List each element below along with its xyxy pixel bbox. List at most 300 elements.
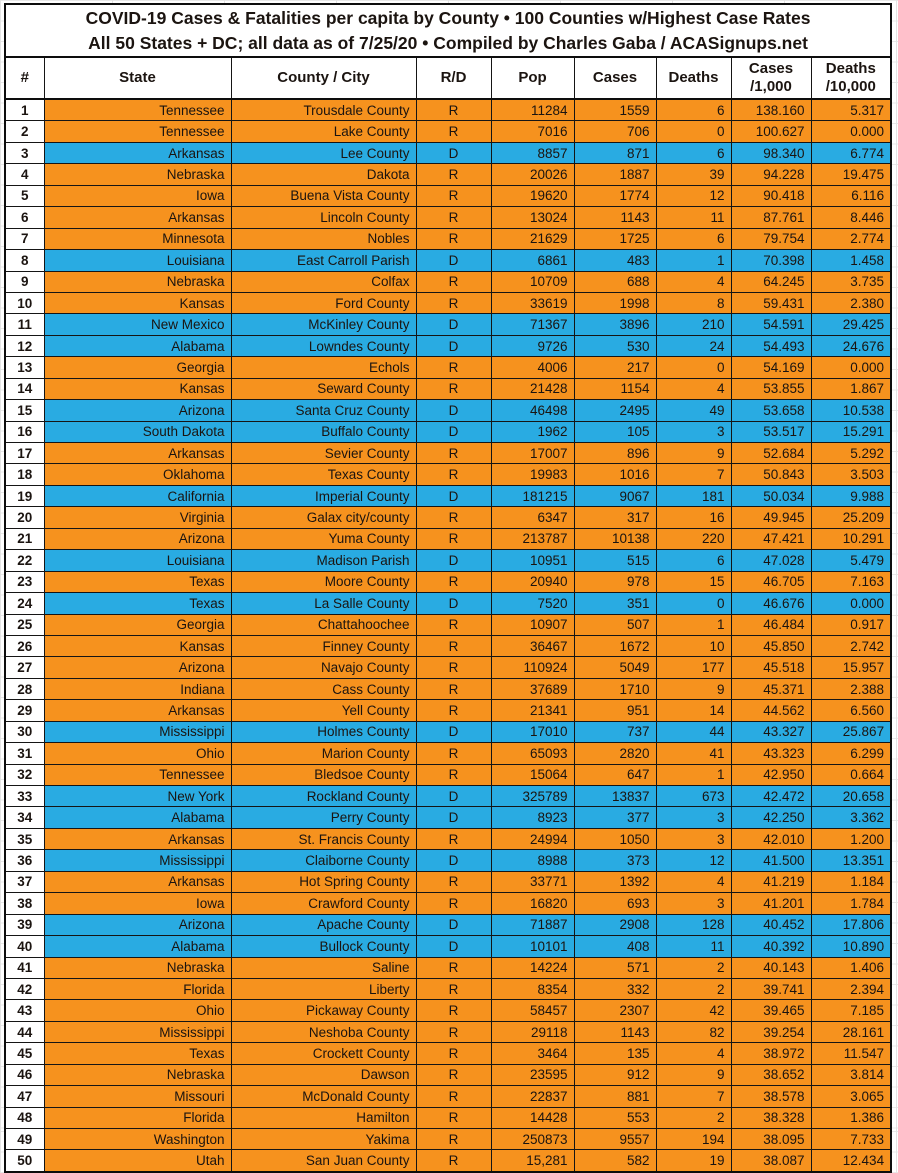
table-row	[5, 635, 891, 656]
cell-pop: 29118	[491, 1021, 574, 1042]
cell-cases-per-1000: 49.945	[731, 507, 811, 528]
cell-county: La Salle County	[231, 593, 416, 614]
table-row	[5, 914, 891, 935]
cell-county: Yuma County	[231, 528, 416, 549]
cell-deaths: 14	[656, 700, 731, 721]
cell-state: Tennessee	[44, 99, 231, 121]
cell-deaths: 1	[656, 614, 731, 635]
cell-state: Oklahoma	[44, 464, 231, 485]
cell-cases-per-1000: 38.652	[731, 1064, 811, 1085]
table-row	[5, 335, 891, 356]
cell-deaths: 9	[656, 443, 731, 464]
col-header-county: County / City	[231, 57, 416, 99]
cell-county: Lowndes County	[231, 335, 416, 356]
table-row	[5, 142, 891, 163]
cell-deaths-per-10000: 3.362	[811, 807, 891, 828]
table-row	[5, 721, 891, 742]
cell-rank: 20	[5, 507, 44, 528]
cell-party: D	[416, 550, 491, 571]
cell-pop: 6347	[491, 507, 574, 528]
cell-rank: 44	[5, 1021, 44, 1042]
cell-deaths: 210	[656, 314, 731, 335]
cell-deaths-per-10000: 1.458	[811, 250, 891, 271]
cell-county: Hamilton	[231, 1107, 416, 1128]
cell-party: R	[416, 378, 491, 399]
cell-pop: 3464	[491, 1043, 574, 1064]
cell-party: R	[416, 700, 491, 721]
cell-state: Iowa	[44, 893, 231, 914]
cell-deaths: 8	[656, 292, 731, 313]
cell-cases: 351	[574, 593, 656, 614]
cell-county: Galax city/county	[231, 507, 416, 528]
cell-party: R	[416, 207, 491, 228]
cell-deaths: 9	[656, 678, 731, 699]
cell-deaths: 1	[656, 764, 731, 785]
cell-party: R	[416, 635, 491, 656]
cell-county: Marion County	[231, 743, 416, 764]
cell-deaths-per-10000: 12.434	[811, 1150, 891, 1172]
cell-cases: 332	[574, 978, 656, 999]
cell-state: Mississippi	[44, 1021, 231, 1042]
cell-deaths-per-10000: 25.209	[811, 507, 891, 528]
col-header-pop: Pop	[491, 57, 574, 99]
table-row	[5, 185, 891, 206]
table-row	[5, 99, 891, 121]
cell-state: Nebraska	[44, 271, 231, 292]
cell-deaths-per-10000: 6.774	[811, 142, 891, 163]
cell-cases: 1154	[574, 378, 656, 399]
cell-pop: 10907	[491, 614, 574, 635]
cell-party: R	[416, 185, 491, 206]
table-row	[5, 528, 891, 549]
cell-deaths-per-10000: 13.351	[811, 850, 891, 871]
cell-cases-per-1000: 41.201	[731, 893, 811, 914]
table-row	[5, 657, 891, 678]
cell-rank: 1	[5, 99, 44, 121]
cell-party: R	[416, 121, 491, 142]
cell-county: Apache County	[231, 914, 416, 935]
cell-rank: 50	[5, 1150, 44, 1172]
cell-rank: 13	[5, 357, 44, 378]
cell-deaths: 128	[656, 914, 731, 935]
cell-state: Mississippi	[44, 850, 231, 871]
cell-county: Yell County	[231, 700, 416, 721]
cell-deaths: 6	[656, 142, 731, 163]
table-row	[5, 850, 891, 871]
cell-cases: 978	[574, 571, 656, 592]
cell-rank: 4	[5, 164, 44, 185]
cell-party: R	[416, 464, 491, 485]
cell-state: Ohio	[44, 743, 231, 764]
cell-county: Hot Spring County	[231, 871, 416, 892]
cell-deaths-per-10000: 2.388	[811, 678, 891, 699]
cell-cases: 9557	[574, 1129, 656, 1150]
cell-party: R	[416, 614, 491, 635]
cell-party: R	[416, 828, 491, 849]
cell-cases-per-1000: 46.484	[731, 614, 811, 635]
cell-deaths: 673	[656, 786, 731, 807]
cell-state: Arkansas	[44, 828, 231, 849]
cell-party: D	[416, 250, 491, 271]
table-row	[5, 400, 891, 421]
cell-cases: 2908	[574, 914, 656, 935]
cell-rank: 21	[5, 528, 44, 549]
cell-cases-per-1000: 38.972	[731, 1043, 811, 1064]
cell-county: Bullock County	[231, 936, 416, 957]
cell-deaths-per-10000: 19.475	[811, 164, 891, 185]
cell-deaths: 11	[656, 207, 731, 228]
cell-cases-per-1000: 54.591	[731, 314, 811, 335]
table-row	[5, 936, 891, 957]
cell-county: Buena Vista County	[231, 185, 416, 206]
cell-pop: 21341	[491, 700, 574, 721]
cell-party: R	[416, 957, 491, 978]
cell-pop: 71367	[491, 314, 574, 335]
table-row	[5, 464, 891, 485]
cell-deaths-per-10000: 11.547	[811, 1043, 891, 1064]
cell-party: R	[416, 271, 491, 292]
cell-deaths-per-10000: 0.000	[811, 357, 891, 378]
cell-pop: 58457	[491, 1000, 574, 1021]
cell-state: Arkansas	[44, 207, 231, 228]
cell-county: Dakota	[231, 164, 416, 185]
cell-state: South Dakota	[44, 421, 231, 442]
cell-cases: 1143	[574, 1021, 656, 1042]
cell-cases-per-1000: 38.095	[731, 1129, 811, 1150]
cell-party: R	[416, 743, 491, 764]
cell-pop: 7016	[491, 121, 574, 142]
cell-state: New Mexico	[44, 314, 231, 335]
cell-rank: 22	[5, 550, 44, 571]
col-header-state: State	[44, 57, 231, 99]
cell-rank: 29	[5, 700, 44, 721]
cell-cases-per-1000: 53.517	[731, 421, 811, 442]
cell-cases-per-1000: 54.169	[731, 357, 811, 378]
cell-state: New York	[44, 786, 231, 807]
cell-rank: 11	[5, 314, 44, 335]
col-header-rank: #	[5, 57, 44, 99]
cell-county: Lake County	[231, 121, 416, 142]
cell-state: Kansas	[44, 635, 231, 656]
cell-deaths-per-10000: 28.161	[811, 1021, 891, 1042]
cell-state: Missouri	[44, 1086, 231, 1107]
cell-state: Florida	[44, 1107, 231, 1128]
cell-state: Arkansas	[44, 443, 231, 464]
cell-party: R	[416, 657, 491, 678]
cell-pop: 17010	[491, 721, 574, 742]
table-row	[5, 807, 891, 828]
cell-cases: 737	[574, 721, 656, 742]
cell-cases: 507	[574, 614, 656, 635]
cell-deaths: 42	[656, 1000, 731, 1021]
cell-state: Arizona	[44, 657, 231, 678]
cell-cases: 3896	[574, 314, 656, 335]
cell-pop: 13024	[491, 207, 574, 228]
cell-cases-per-1000: 138.160	[731, 99, 811, 121]
table-row	[5, 1064, 891, 1085]
cell-cases: 1710	[574, 678, 656, 699]
cell-deaths-per-10000: 3.735	[811, 271, 891, 292]
cell-deaths-per-10000: 3.814	[811, 1064, 891, 1085]
table-row	[5, 228, 891, 249]
table-row	[5, 314, 891, 335]
cell-party: R	[416, 99, 491, 121]
cell-party: D	[416, 850, 491, 871]
cell-deaths-per-10000: 2.394	[811, 978, 891, 999]
cell-county: Finney County	[231, 635, 416, 656]
cell-deaths: 6	[656, 550, 731, 571]
table-row	[5, 485, 891, 506]
cell-state: Arkansas	[44, 871, 231, 892]
cell-party: D	[416, 142, 491, 163]
cell-cases-per-1000: 41.219	[731, 871, 811, 892]
cell-deaths-per-10000: 24.676	[811, 335, 891, 356]
covid-county-table	[4, 3, 892, 1173]
cell-county: Yakima	[231, 1129, 416, 1150]
cell-deaths: 4	[656, 378, 731, 399]
cell-cases: 105	[574, 421, 656, 442]
cell-pop: 24994	[491, 828, 574, 849]
cell-cases: 647	[574, 764, 656, 785]
cell-deaths: 0	[656, 593, 731, 614]
cell-cases: 1392	[574, 871, 656, 892]
cell-pop: 8988	[491, 850, 574, 871]
cell-cases: 10138	[574, 528, 656, 549]
cell-cases: 553	[574, 1107, 656, 1128]
cell-deaths-per-10000: 1.200	[811, 828, 891, 849]
cell-cases-per-1000: 45.371	[731, 678, 811, 699]
cell-party: R	[416, 164, 491, 185]
table-row	[5, 357, 891, 378]
cell-rank: 19	[5, 485, 44, 506]
table-row	[5, 378, 891, 399]
cell-deaths: 82	[656, 1021, 731, 1042]
title-line-2: All 50 States + DC; all data as of 7/25/20 • Compiled by Charles Gaba / ACASignups.net	[88, 32, 808, 53]
cell-party: R	[416, 1150, 491, 1172]
cell-deaths-per-10000: 8.446	[811, 207, 891, 228]
cell-party: R	[416, 292, 491, 313]
cell-cases: 377	[574, 807, 656, 828]
cell-deaths-per-10000: 1.386	[811, 1107, 891, 1128]
cell-rank: 28	[5, 678, 44, 699]
cell-state: Alabama	[44, 335, 231, 356]
cell-county: Claiborne County	[231, 850, 416, 871]
cell-pop: 37689	[491, 678, 574, 699]
table-row	[5, 1043, 891, 1064]
cell-cases: 912	[574, 1064, 656, 1085]
col-header-cases: Cases	[574, 57, 656, 99]
cell-state: Tennessee	[44, 764, 231, 785]
cell-pop: 19983	[491, 464, 574, 485]
cell-deaths: 3	[656, 421, 731, 442]
cell-cases: 408	[574, 936, 656, 957]
cell-state: Georgia	[44, 357, 231, 378]
cell-rank: 10	[5, 292, 44, 313]
cell-county: Seward County	[231, 378, 416, 399]
cell-county: McKinley County	[231, 314, 416, 335]
cell-rank: 36	[5, 850, 44, 871]
cell-party: R	[416, 1021, 491, 1042]
cell-pop: 14224	[491, 957, 574, 978]
cell-rank: 14	[5, 378, 44, 399]
cell-rank: 37	[5, 871, 44, 892]
cell-deaths: 0	[656, 357, 731, 378]
cell-deaths: 10	[656, 635, 731, 656]
cell-party: D	[416, 314, 491, 335]
cell-pop: 110924	[491, 657, 574, 678]
header-row	[5, 57, 891, 99]
table-row	[5, 700, 891, 721]
cell-party: R	[416, 1064, 491, 1085]
cell-pop: 213787	[491, 528, 574, 549]
cell-rank: 3	[5, 142, 44, 163]
cell-cases: 706	[574, 121, 656, 142]
cell-county: Madison Parish	[231, 550, 416, 571]
cell-rank: 35	[5, 828, 44, 849]
cell-cases-per-1000: 42.010	[731, 828, 811, 849]
cell-cases-per-1000: 45.850	[731, 635, 811, 656]
cell-deaths-per-10000: 10.890	[811, 936, 891, 957]
cell-county: Colfax	[231, 271, 416, 292]
cell-pop: 4006	[491, 357, 574, 378]
cell-county: Chattahoochee	[231, 614, 416, 635]
cell-cases: 693	[574, 893, 656, 914]
cell-pop: 7520	[491, 593, 574, 614]
table-row	[5, 164, 891, 185]
cell-county: Cass County	[231, 678, 416, 699]
cell-county: Liberty	[231, 978, 416, 999]
cell-state: Alabama	[44, 807, 231, 828]
cell-state: Texas	[44, 571, 231, 592]
cell-party: R	[416, 528, 491, 549]
cell-rank: 41	[5, 957, 44, 978]
cell-cases: 1672	[574, 635, 656, 656]
cell-cases-per-1000: 38.328	[731, 1107, 811, 1128]
cell-deaths-per-10000: 29.425	[811, 314, 891, 335]
cell-pop: 181215	[491, 485, 574, 506]
table-row	[5, 550, 891, 571]
cell-deaths: 49	[656, 400, 731, 421]
cell-deaths: 12	[656, 185, 731, 206]
cell-county: Saline	[231, 957, 416, 978]
cell-deaths: 6	[656, 228, 731, 249]
cell-cases-per-1000: 59.431	[731, 292, 811, 313]
cell-county: McDonald County	[231, 1086, 416, 1107]
cell-rank: 17	[5, 443, 44, 464]
cell-deaths: 3	[656, 807, 731, 828]
cell-party: D	[416, 485, 491, 506]
cell-deaths: 2	[656, 978, 731, 999]
cell-county: Rockland County	[231, 786, 416, 807]
cell-deaths-per-10000: 6.299	[811, 743, 891, 764]
cell-cases: 688	[574, 271, 656, 292]
cell-deaths: 4	[656, 871, 731, 892]
cell-pop: 65093	[491, 743, 574, 764]
cell-cases: 5049	[574, 657, 656, 678]
cell-rank: 25	[5, 614, 44, 635]
cell-pop: 15,281	[491, 1150, 574, 1172]
cell-cases-per-1000: 87.761	[731, 207, 811, 228]
table-row	[5, 443, 891, 464]
cell-deaths-per-10000: 3.503	[811, 464, 891, 485]
cell-deaths-per-10000: 20.658	[811, 786, 891, 807]
cell-rank: 9	[5, 271, 44, 292]
title-line-1: COVID-19 Cases & Fatalities per capita by County • 100 Counties w/Highest Case Rates	[85, 7, 811, 28]
cell-cases: 871	[574, 142, 656, 163]
cell-pop: 250873	[491, 1129, 574, 1150]
table-row	[5, 507, 891, 528]
cell-deaths-per-10000: 7.185	[811, 1000, 891, 1021]
cell-county: Trousdale County	[231, 99, 416, 121]
cell-cases-per-1000: 52.684	[731, 443, 811, 464]
cell-rank: 49	[5, 1129, 44, 1150]
cell-cases-per-1000: 43.323	[731, 743, 811, 764]
cell-pop: 71887	[491, 914, 574, 935]
cell-pop: 9726	[491, 335, 574, 356]
cell-cases-per-1000: 45.518	[731, 657, 811, 678]
cell-deaths-per-10000: 2.774	[811, 228, 891, 249]
cell-state: Arizona	[44, 528, 231, 549]
cell-pop: 36467	[491, 635, 574, 656]
cell-pop: 8354	[491, 978, 574, 999]
cell-deaths: 177	[656, 657, 731, 678]
table-row	[5, 571, 891, 592]
cell-cases: 571	[574, 957, 656, 978]
cell-state: Florida	[44, 978, 231, 999]
cell-county: Nobles	[231, 228, 416, 249]
table-row	[5, 1086, 891, 1107]
cell-cases-per-1000: 46.676	[731, 593, 811, 614]
cell-cases: 1725	[574, 228, 656, 249]
cell-rank: 7	[5, 228, 44, 249]
cell-cases-per-1000: 70.398	[731, 250, 811, 271]
cell-cases-per-1000: 38.578	[731, 1086, 811, 1107]
cell-cases: 530	[574, 335, 656, 356]
cell-pop: 20940	[491, 571, 574, 592]
cell-deaths-per-10000: 0.000	[811, 121, 891, 142]
cell-cases: 896	[574, 443, 656, 464]
cell-rank: 15	[5, 400, 44, 421]
cell-party: R	[416, 571, 491, 592]
cell-deaths: 9	[656, 1064, 731, 1085]
cell-state: Arizona	[44, 914, 231, 935]
cell-cases: 1998	[574, 292, 656, 313]
cell-cases: 1887	[574, 164, 656, 185]
table-row	[5, 764, 891, 785]
cell-county: Holmes County	[231, 721, 416, 742]
cell-cases-per-1000: 44.562	[731, 700, 811, 721]
table-title	[5, 4, 891, 57]
table-row	[5, 121, 891, 142]
cell-deaths-per-10000: 6.116	[811, 185, 891, 206]
cell-county: San Juan County	[231, 1150, 416, 1172]
cell-county: Dawson	[231, 1064, 416, 1085]
table-row	[5, 1021, 891, 1042]
cell-party: D	[416, 936, 491, 957]
cell-county: Texas County	[231, 464, 416, 485]
cell-deaths: 39	[656, 164, 731, 185]
cell-cases: 1050	[574, 828, 656, 849]
cell-rank: 12	[5, 335, 44, 356]
cell-rank: 2	[5, 121, 44, 142]
cell-state: Louisiana	[44, 250, 231, 271]
cell-deaths: 12	[656, 850, 731, 871]
cell-deaths: 3	[656, 893, 731, 914]
cell-party: D	[416, 421, 491, 442]
cell-rank: 5	[5, 185, 44, 206]
cell-rank: 39	[5, 914, 44, 935]
cell-deaths: 41	[656, 743, 731, 764]
